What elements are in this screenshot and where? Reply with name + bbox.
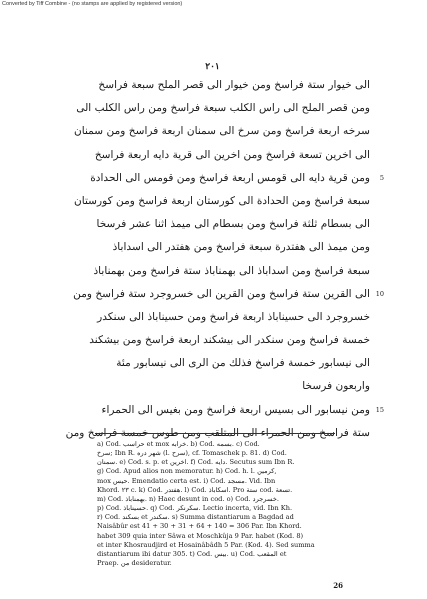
line-number: 10 [375, 289, 384, 298]
footnote-line: mox حيس. Emendatio certa est. i) Cod. مسجد. Vid. Ibn [97, 476, 276, 485]
arabic-line [72, 260, 370, 283]
arabic-text-block [65, 74, 384, 445]
arabic-line-text: ومن قصر الملح الى راس الكلب سبعة فراسخ ومن راس الكلب الى [76, 102, 370, 115]
footnote-line: et inter Khosraudjird et Hosainâbâdh 5 Par. (Kod. 4). Sed summa [97, 540, 315, 549]
footnote-line: g) Cod. Apud alios non memoratur. h) Cod. h. l. كرمين, [97, 467, 277, 476]
arabic-line-text: ومن قرية دايه الى قومس اربعة فراسخ ومن قومس الى الحدادة [90, 171, 370, 184]
footnote-line: Praep. من desideratur. [97, 559, 172, 568]
arabic-line [72, 375, 370, 398]
arabic-line [72, 213, 370, 236]
footnotes-block [97, 440, 342, 568]
footnote-separator [95, 433, 335, 434]
arabic-line-text: سرخه اربعة فراسخ ومن سرخ الى سمنان اربعة فراسخ ومن سمنان [73, 125, 370, 138]
arabic-line [72, 236, 370, 259]
arabic-line [72, 283, 384, 306]
line-number: 15 [375, 405, 384, 414]
footnote-line: سمنان. e) Cod. s. p. et اخرين. f) Cod. دايه. Secutus sum Ibn R. [97, 458, 295, 467]
arabic-line [72, 167, 384, 190]
arabic-line-text: الى القرين ستة فراسخ ومن القرين الى خسروجرد ستة فراسخ ومن [73, 287, 370, 300]
arabic-line-text: خسروجرد الى حسيناباذ اربعة فراسخ ومن حسيناباذ الى سنكدر [97, 310, 370, 323]
arabic-line-text: الى نيسابور خمسة فراسخ فذلك من الرى الى نيسابور مئة [116, 357, 370, 370]
printer-signature: 26 [333, 581, 343, 590]
footnote-line: m) Cod. بهمناباذ. n) Haec desunt in cod. o) Cod. خسرجرد. [97, 494, 280, 503]
arabic-line [72, 74, 370, 97]
page-number: ٢٠١ [205, 62, 220, 72]
arabic-line [72, 120, 370, 143]
footnote-line: p) Cod. حسيناباذ. q) Cod. سكرنكر. Lectio incerta, vid. Ibn Kh. [97, 504, 293, 513]
footnote-line: habet 309 quia inter Sâwa et Moschkûja 9 Par. habet (Kod. 8) [97, 531, 304, 540]
arabic-line [72, 144, 370, 167]
arabic-line-text: سبعة فراسخ ومن اسداباذ الى بهمناباذ ستة فراسخ ومن بهمناباذ [93, 264, 370, 277]
arabic-line-text: سبعة فراسخ ومن الحدادة الى كورستان اربعة فراسخ ومن كورستان [73, 194, 370, 207]
line-number: 5 [379, 173, 384, 182]
footnote-line: a) Cod. حراسب et mox خرابه. b) Cod. بسمه. c) Cod. [97, 440, 260, 448]
arabic-line [72, 329, 370, 352]
arabic-line-text: واربعون فرسخا [302, 380, 370, 393]
footnote-line: Khord. ٢٣ c. k) Cod. هفتدر. l) Cod. اسكاباذ. Pro ستة cod. تسعة. [97, 485, 293, 494]
arabic-line [72, 352, 370, 375]
arabic-line-text: الى خيوار ستة فراسخ ومن خيوار الى قصر الملح سبعة فراسخ [98, 79, 370, 91]
arabic-line-text: خمسة فراسخ ومن سنكدر الى بيشكند اربعة فراسخ ومن بيشكند [89, 334, 370, 347]
arabic-line-text: ومن ميمذ الى هفتدرة سبعة فراسخ ومن هفتدر الى اسداباذ [112, 241, 370, 254]
arabic-line-text: الى اخرين تسعة فراسخ ومن اخرين الى قرية دايه اربعة فراسخ [94, 148, 370, 161]
footnote-line: distantiarum ibi datur 305. t) Cod. بيس. u) Cod. المقعب et [97, 549, 287, 558]
arabic-line-text: الى بسطام ثلثة فراسخ ومن بسطام الى ميمذ اثنا عشر فرسخا [96, 218, 370, 231]
arabic-line [72, 399, 384, 422]
footnote-line: Naisâbûr est 41 + 30 + 31 + 64 + 140 = 306 Par. Ibn Khord. [97, 522, 302, 531]
arabic-line [72, 306, 370, 329]
arabic-line-text: ستة فراسخ ومن الحمراء الى المتلقب ومن طوس خمسة فراسخ ومن [65, 426, 370, 439]
footnote-line: سرخ; Ibn R. شهر دره (l. سرح), cf. Tomaschek p. 81. d) Cod. [97, 449, 287, 458]
arabic-line [72, 190, 370, 213]
footnote-line: r) Cod. بسكند et سكندر. s) Summa distantiarum a Bagdad ad [97, 513, 294, 522]
arabic-line [72, 97, 370, 120]
arabic-line-text: ومن نيسابور الى بسيس اربعة فراسخ ومن بغيس الى الحمراء [101, 403, 370, 416]
conversion-banner: Converted by Tiff Combine - (no stamps are applied by registered version) [0, 0, 427, 9]
